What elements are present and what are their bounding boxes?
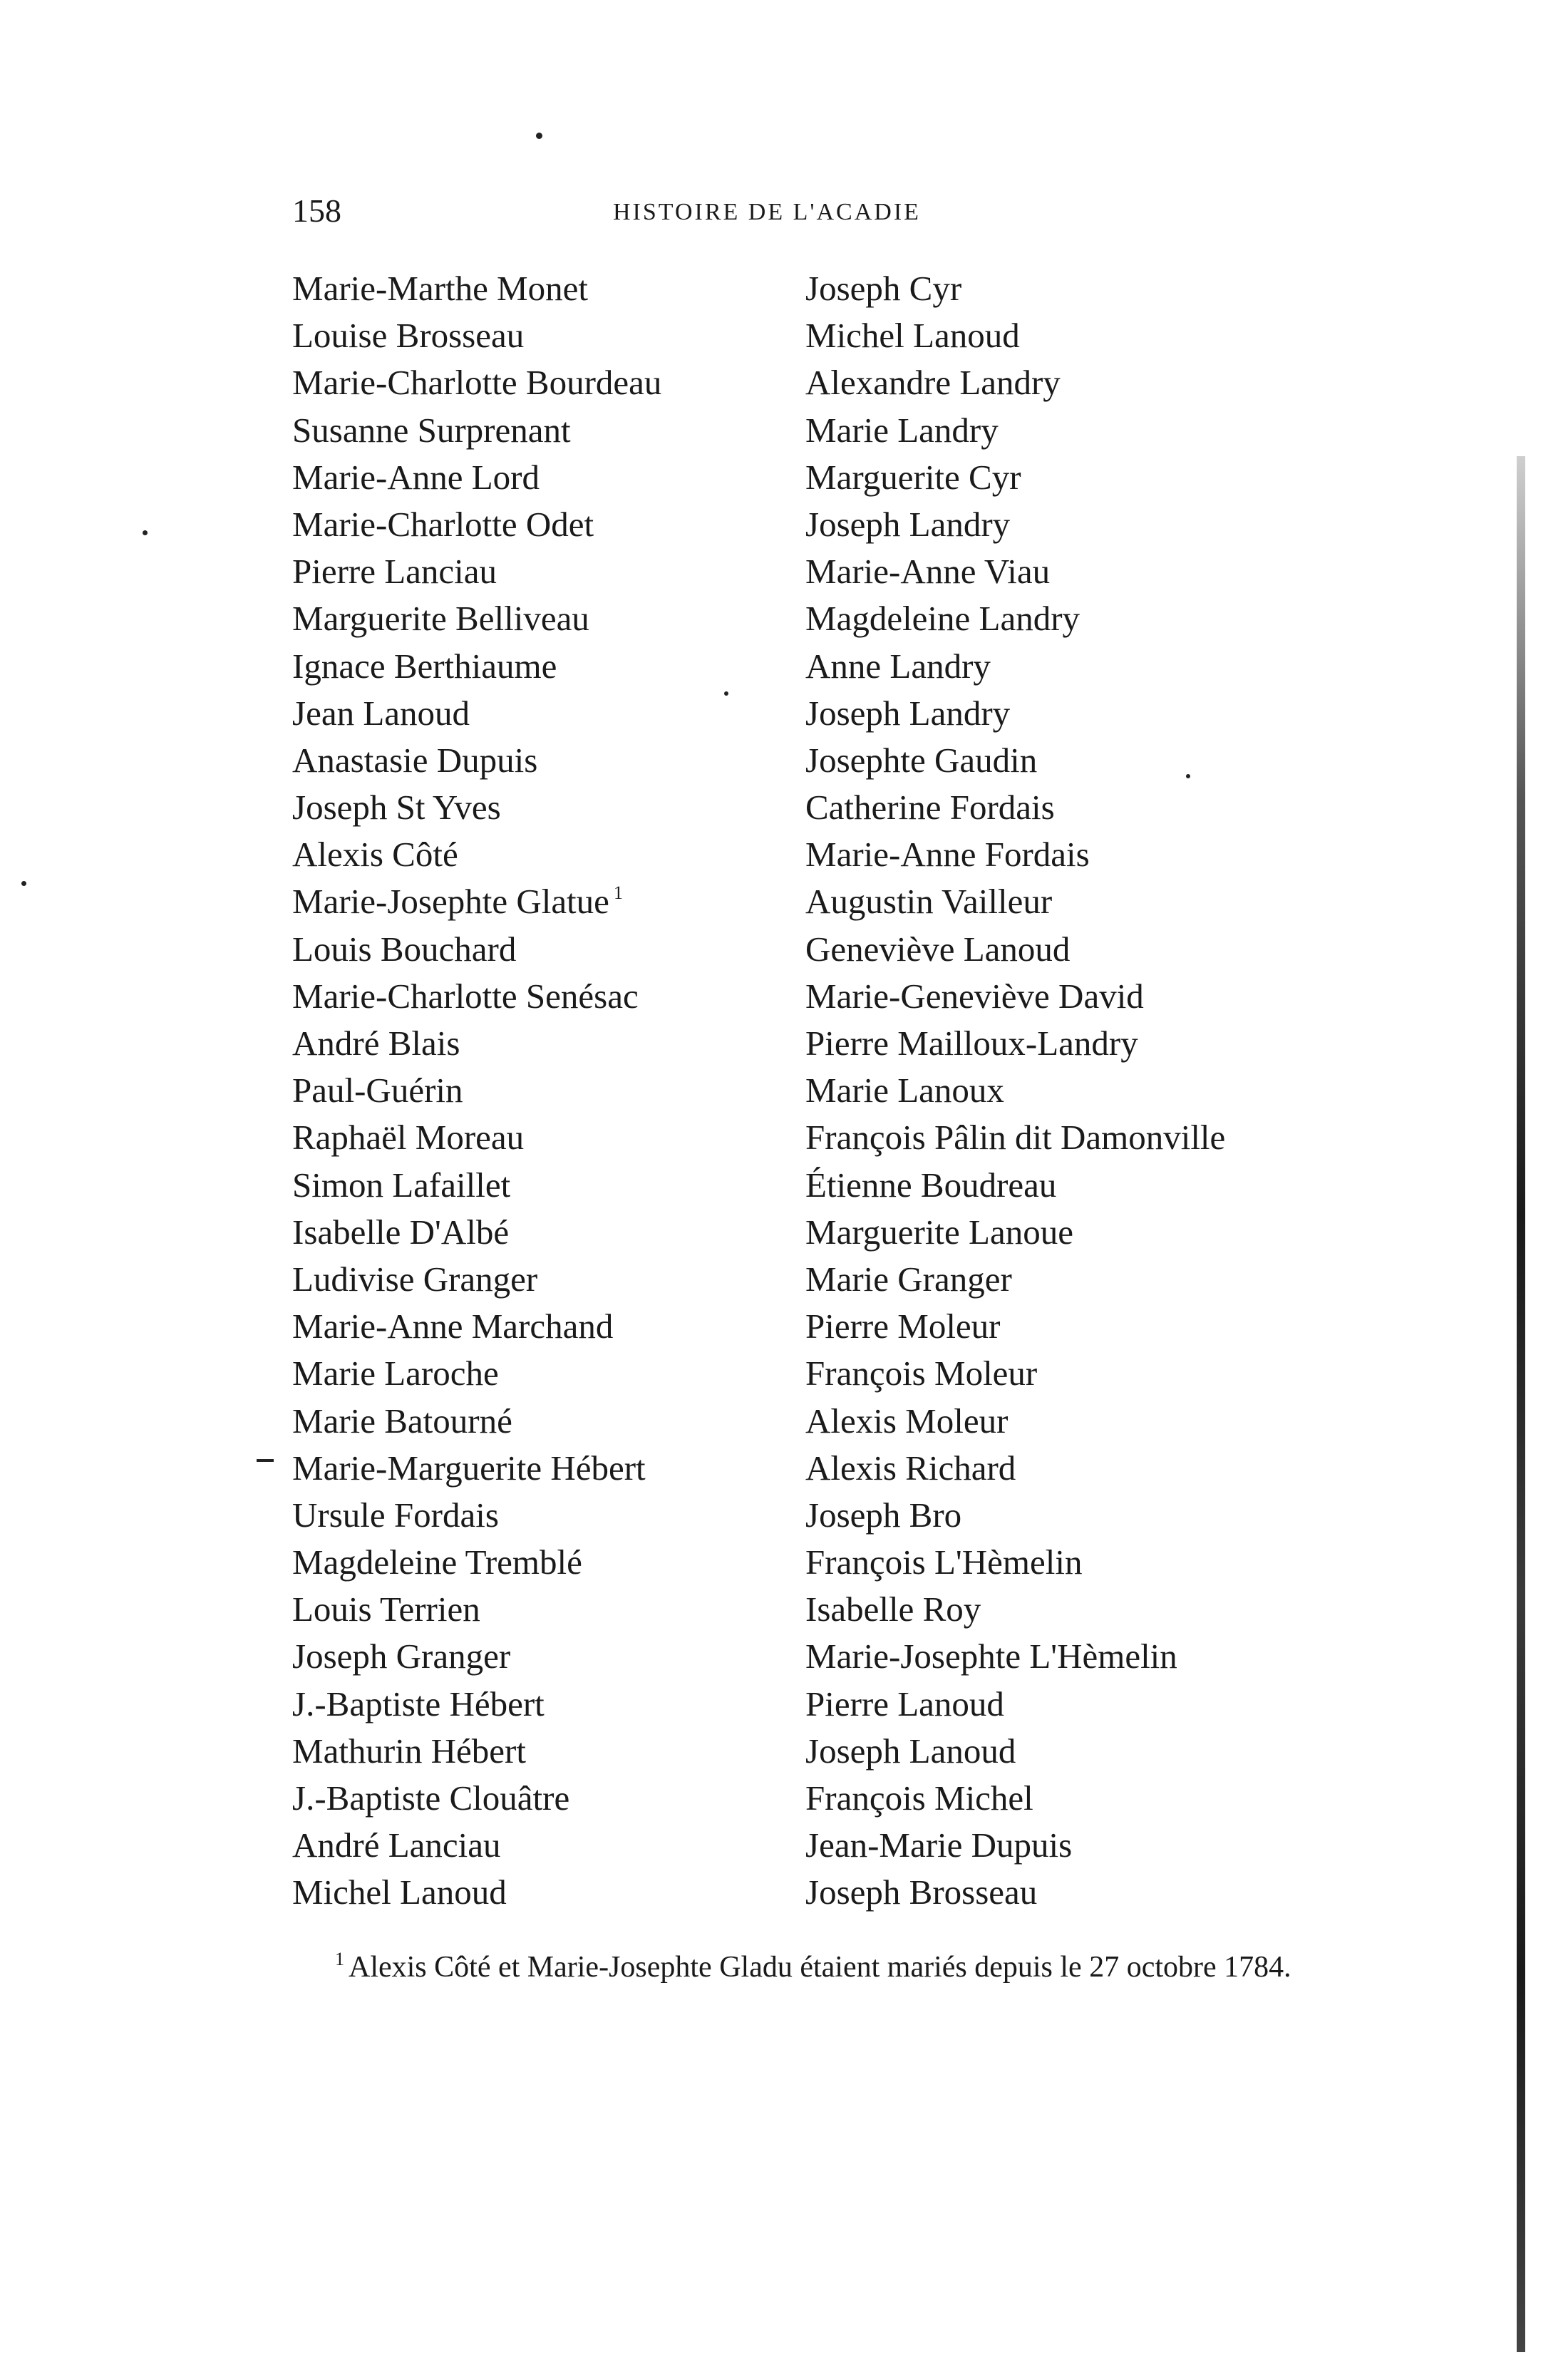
list-item: Raphaël Moreau [292,1118,525,1158]
list-item: François Pâlin dit Damonville [805,1118,1226,1158]
list-item: Étienne Boudreau [805,1165,1057,1205]
list-item: J.-Baptiste Hébert [292,1684,545,1723]
list-item: Magdeleine Landry [805,599,1080,639]
list-item: Joseph St Yves [292,788,501,828]
list-item: Susanne Surprenant [292,410,571,450]
footnote [292,1944,1333,1990]
list-item: Marie-Anne Lord [292,457,540,497]
list-item: Marie Laroche [292,1354,499,1393]
list-item: Isabelle Roy [805,1589,981,1629]
list-item: Augustin Vailleur [805,882,1053,922]
footnote-text: Alexis Côté et Marie-Josephte Gladu étaient mariés depuis le 27 octobre 1784. [349,1951,1291,1984]
list-item: Ignace Berthiaume [292,646,557,686]
list-item: Alexis Richard [805,1448,1016,1488]
scan-speck [1186,774,1190,778]
list-item: Joseph Landry [805,504,1011,544]
list-item: Alexis Moleur [805,1401,1009,1441]
list-item: Marie-Geneviève David [805,976,1144,1016]
scan-speck [21,881,26,886]
list-item: Pierre Lanoud [805,1684,1004,1723]
list-item: Marie-Charlotte Bourdeau [292,363,662,403]
scan-speck [724,691,728,696]
list-item: Jean-Marie Dupuis [805,1825,1073,1865]
list-item: Marie Granger [805,1259,1012,1299]
list-item: Marguerite Lanoue [805,1212,1073,1252]
list-item: François L'Hèmelin [805,1542,1083,1582]
list-item: Alexis Côté [292,835,458,875]
list-item: Marie Lanoux [805,1071,1004,1111]
list-item-label: Marie-Josephte Glatue [292,882,609,922]
list-item-with-footnote [292,878,661,925]
running-head: HISTOIRE DE L'ACADIE [613,199,921,225]
names-list-right [805,265,1225,1917]
list-item: Marie-Marthe Monet [292,269,588,308]
footnote-reference: 1 [613,882,623,904]
list-item: Louise Brosseau [292,316,525,356]
list-item: Magdeleine Tremblé [292,1542,582,1582]
list-item: Joseph Granger [292,1637,511,1676]
list-item: Alexandre Landry [805,363,1061,403]
list-item: Simon Lafaillet [292,1165,511,1205]
list-item: Marie Batourné [292,1401,512,1441]
list-item: Ursule Fordais [292,1495,499,1535]
list-item: Geneviève Lanoud [805,929,1071,969]
list-item: Joseph Lanoud [805,1731,1016,1771]
list-item: Michel Lanoud [292,1872,507,1912]
list-item: Pierre Mailloux-Landry [805,1024,1138,1063]
list-item: André Blais [292,1024,460,1063]
list-item: Marie-Anne Fordais [805,835,1090,875]
list-item: Ludivise Granger [292,1259,538,1299]
list-item: Marie Landry [805,410,999,450]
list-item: Josephte Gaudin [805,740,1038,780]
margin-mark [257,1459,274,1462]
list-item: Catherine Fordais [805,788,1055,828]
list-item: François Michel [805,1778,1033,1818]
list-item: André Lanciau [292,1825,501,1865]
page-number: 158 [292,192,341,229]
list-item: Mathurin Hébert [292,1731,526,1771]
list-item: Marguerite Belliveau [292,599,589,639]
list-item: Marie-Charlotte Odet [292,504,594,544]
list-item: Louis Bouchard [292,929,517,969]
list-item: Marie-Charlotte Senésac [292,976,639,1016]
list-item: Joseph Landry [805,693,1011,733]
list-item: Joseph Bro [805,1495,962,1535]
list-item: Anne Landry [805,646,991,686]
list-item: Joseph Cyr [805,269,962,308]
list-item: François Moleur [805,1354,1038,1393]
list-item: J.-Baptiste Clouâtre [292,1778,570,1818]
list-item: Michel Lanoud [805,316,1020,356]
scan-speck [536,133,542,139]
footnote-marker: 1 [335,1949,344,1969]
list-item: Anastasie Dupuis [292,740,538,780]
list-item: Marie-Marguerite Hébert [292,1448,646,1488]
list-item: Marie-Anne Marchand [292,1307,614,1346]
list-item: Isabelle D'Albé [292,1212,510,1252]
names-list-left [292,265,661,1917]
list-item: Jean Lanoud [292,693,470,733]
list-item: Louis Terrien [292,1589,480,1629]
list-item: Joseph Brosseau [805,1872,1038,1912]
list-item: Marie-Josephte L'Hèmelin [805,1637,1177,1676]
list-item: Marie-Anne Viau [805,552,1051,592]
list-item: Pierre Moleur [805,1307,1001,1346]
list-item: Marguerite Cyr [805,457,1021,497]
list-item: Paul-Guérin [292,1071,463,1111]
page-edge-shadow [1517,456,1525,2352]
list-item: Pierre Lanciau [292,552,497,592]
scan-speck [143,530,148,535]
